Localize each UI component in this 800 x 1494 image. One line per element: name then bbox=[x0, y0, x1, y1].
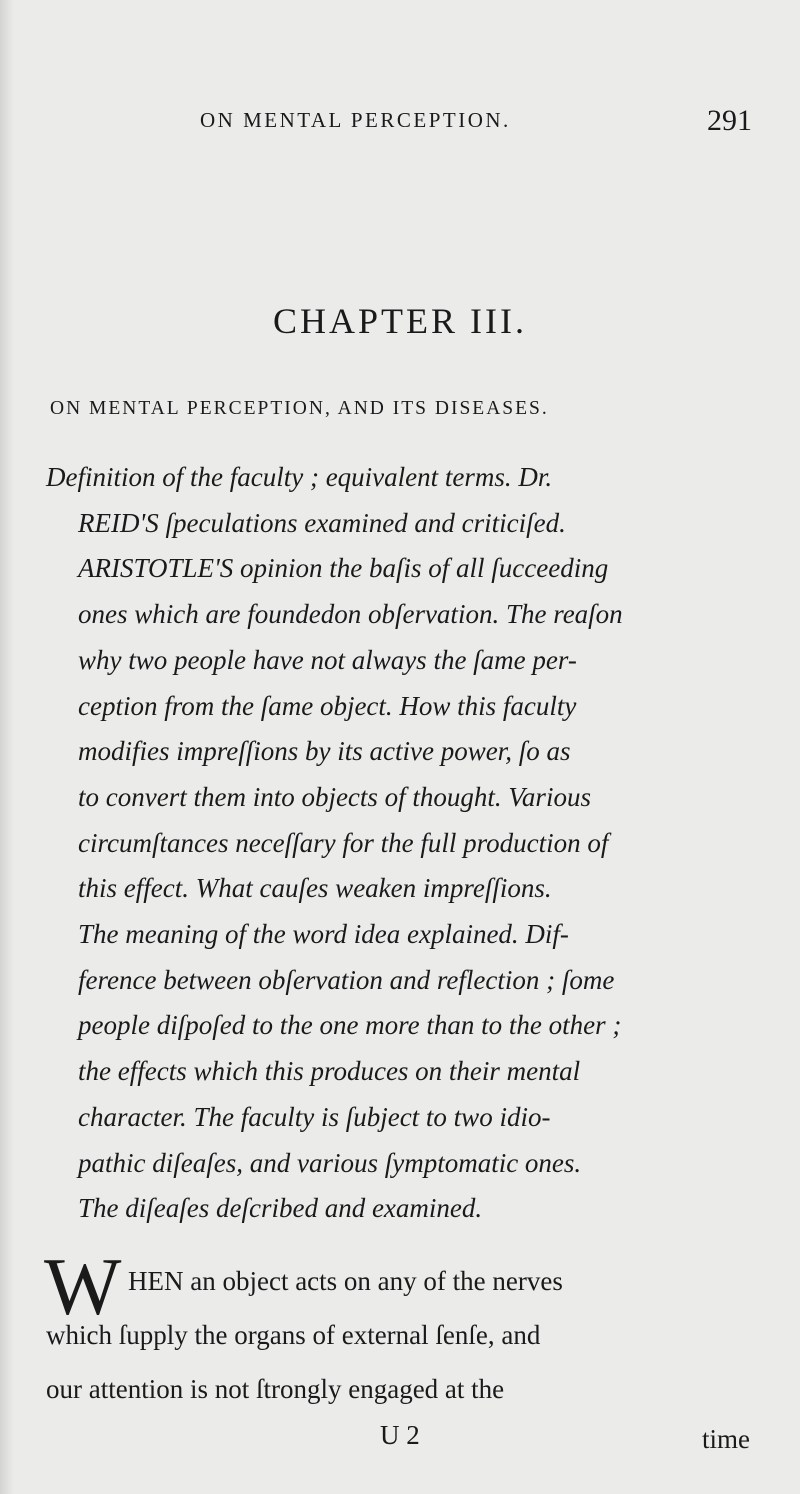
summary-line: The diſeaſes deſcribed and examined. bbox=[78, 1193, 483, 1223]
summary-line: people diſpoſed to the one more than to the other ; bbox=[78, 1010, 622, 1040]
running-head: ON MENTAL PERCEPTION. bbox=[200, 108, 511, 132]
summary-line: the effects which this produces on their mental bbox=[78, 1056, 581, 1086]
catchword: time bbox=[702, 1424, 750, 1454]
gutter-shadow bbox=[0, 0, 14, 1494]
summary-line: ARISTOTLE'S opinion the baſis of all ſucceeding bbox=[78, 553, 609, 583]
summary-line: character. The faculty is ſubject to two idio- bbox=[78, 1102, 551, 1132]
signature-mark: U 2 bbox=[380, 1420, 420, 1450]
summary-line: circumſtances neceſſary for the full production of bbox=[78, 828, 609, 858]
summary-line: modifies impreſſions by its active power, ſo as bbox=[78, 736, 571, 766]
summary-line: why two people have not always the ſame per- bbox=[78, 645, 577, 675]
body-line: our attention is not ſtrongly engaged at the bbox=[46, 1374, 505, 1404]
summary-line: The meaning of the word idea explained. Dif- bbox=[78, 919, 569, 949]
summary-line: ones which are foundedon obſervation. The reaſon bbox=[78, 599, 623, 629]
body-line: which ſupply the organs of external ſenſe, and bbox=[46, 1320, 541, 1350]
drop-cap: W bbox=[44, 1241, 122, 1332]
summary-line: to convert them into objects of thought. Various bbox=[78, 782, 591, 812]
summary-line: ference between obſervation and reflection ; ſome bbox=[78, 965, 615, 995]
summary-line: Definition of the faculty ; equivalent terms. Dr. bbox=[46, 462, 553, 492]
chapter-subtitle: ON MENTAL PERCEPTION, AND ITS DISEASES. bbox=[50, 398, 549, 419]
summary-line: pathic diſeaſes, and various ſymptomatic ones. bbox=[78, 1148, 582, 1178]
summary-line: this effect. What cauſes weaken impreſſions. bbox=[78, 873, 552, 903]
body-line: HEN an object acts on any of the nerves bbox=[128, 1266, 563, 1296]
summary-line: REID'S ſpeculations examined and criticiſed. bbox=[78, 508, 566, 538]
chapter-title: CHAPTER III. bbox=[273, 301, 527, 341]
page-number: 291 bbox=[707, 104, 752, 137]
summary-line: ception from the ſame object. How this faculty bbox=[78, 691, 577, 721]
